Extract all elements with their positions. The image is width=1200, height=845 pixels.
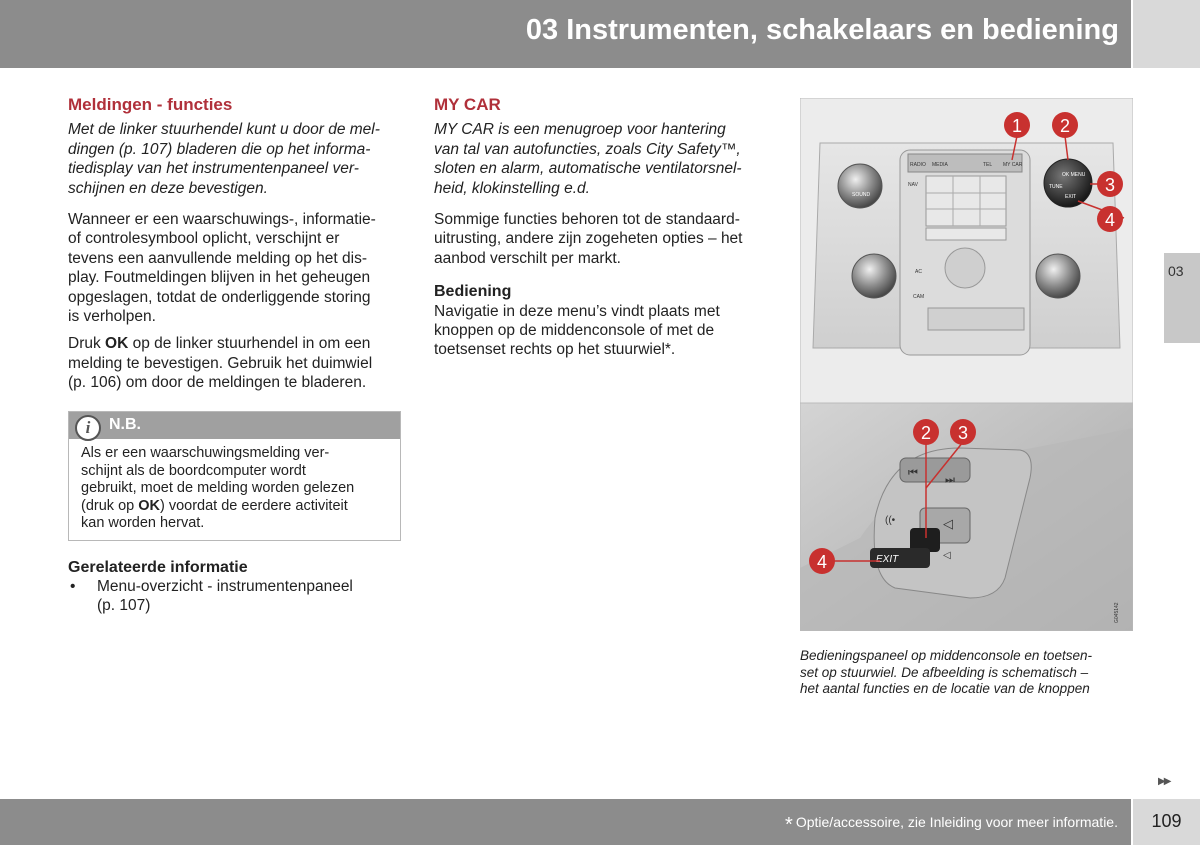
callout-4: 4 xyxy=(1104,210,1116,230)
callout-4-wheel: 4 xyxy=(816,552,828,572)
related-title: Gerelateerde informatie xyxy=(68,559,248,576)
media-button: MEDIA xyxy=(932,162,948,168)
text-line: play. Foutmeldingen blijven in het geheugen xyxy=(68,269,371,287)
intro-line: sloten en alarm, automatische ventilatorsnel- xyxy=(434,160,742,178)
intro-line: Met de linker stuurhendel kunt u door de mel- xyxy=(68,121,380,139)
subheading-bediening: Bediening xyxy=(434,283,512,301)
chapter-icon-box xyxy=(1133,0,1200,68)
meldingen-intro xyxy=(68,120,408,198)
intro-line: van tal van autofuncties, zoals City Safety™, xyxy=(434,140,741,158)
caption-line: set op stuurwiel. De afbeelding is schematisch – xyxy=(800,664,1089,680)
meldingen-paragraph-2 xyxy=(68,334,408,392)
sound-knob-label: SOUND xyxy=(852,192,871,198)
middle-column xyxy=(434,95,779,360)
chapter-tab-label: 03 xyxy=(1168,263,1184,279)
ok-key-label: OK xyxy=(138,497,160,514)
page-header xyxy=(0,0,1131,68)
chapter-tab[interactable] xyxy=(1164,253,1200,343)
text-line: aanbod verschilt per markt. xyxy=(434,249,621,267)
callout-2: 2 xyxy=(1059,116,1071,136)
left-column xyxy=(68,95,408,393)
text-fragment: Druk xyxy=(68,335,106,353)
tune-label: TUNE xyxy=(1049,184,1063,190)
caption-line: het aantal functies en de locatie van de knoppen xyxy=(800,681,1090,696)
footer-text: Optie/accessoire, zie Inleiding voor meer informatie. xyxy=(795,814,1118,830)
text-line: gebruikt, moet de melding worden gelezen xyxy=(81,480,355,496)
next-track-icon: ⏭ xyxy=(945,474,955,486)
section-title-mycar: MY CAR xyxy=(434,95,501,114)
intro-line: dingen (p. 107) bladeren die op het informa- xyxy=(68,140,371,158)
text-line: (p. 106) om door de meldingen te bladeren. xyxy=(68,374,367,392)
text-line: uitrusting, andere zijn zogeheten opties – het xyxy=(434,230,743,248)
page-number-box xyxy=(1133,799,1200,845)
text-line: op de linker stuurhendel in om een xyxy=(128,335,371,353)
caption-line: Bedieningspaneel op middenconsole en toetsen- xyxy=(800,648,1092,663)
info-icon: i xyxy=(75,415,101,441)
exit-label: EXIT xyxy=(1065,194,1077,200)
text-fragment: ) voordat de eerdere activiteit xyxy=(159,497,348,514)
figure-caption xyxy=(800,648,1140,698)
bullet-icon: • xyxy=(70,578,76,595)
nav-button: NAV xyxy=(908,182,918,188)
volume-up-icon: ◁ xyxy=(943,516,953,531)
text-line: Als er een waarschuwingsmelding ver- xyxy=(81,445,330,461)
center-console-panel xyxy=(800,98,1133,404)
radio-button: RADIO xyxy=(910,162,926,168)
prev-track-icon: ⏮ xyxy=(908,467,918,479)
footer-note xyxy=(785,814,1118,837)
note-body xyxy=(81,445,396,533)
text-line: kan worden hervat. xyxy=(81,515,205,531)
ok-menu-label: OK MENU xyxy=(1062,172,1086,178)
intro-line: heid, klokinstelling e.d. xyxy=(434,179,590,197)
text-line: knoppen op de middenconsole of met de xyxy=(434,322,715,340)
related-link-page[interactable]: (p. 107) xyxy=(97,597,151,614)
tel-button: TEL xyxy=(983,162,993,168)
related-link-text[interactable]: Menu-overzicht - instrumentenpaneel xyxy=(97,578,353,595)
callout-2-wheel: 2 xyxy=(920,423,932,443)
ac-button: AC xyxy=(915,269,922,275)
mycar-intro xyxy=(434,120,779,198)
text-line: Wanneer er een waarschuwings-, informatie- xyxy=(68,211,376,229)
text-line: tevens een aanvullende melding op het dis- xyxy=(68,249,368,267)
image-code: G045142 xyxy=(1114,602,1120,623)
note-box xyxy=(68,411,401,541)
text-line: melding te bevestigen. Gebruik het duimwiel xyxy=(68,354,373,372)
intro-line: tiedisplay van het instrumentenpaneel ver- xyxy=(68,160,359,178)
text-line: schijnt als de boordcomputer wordt xyxy=(81,462,306,479)
mycar-paragraph-1 xyxy=(434,210,779,268)
callout-3: 3 xyxy=(1104,175,1116,195)
continue-arrow-icon: ▶▶ xyxy=(1158,776,1170,787)
text-line: Navigatie in deze menu’s vindt plaats met xyxy=(434,302,720,320)
page-footer xyxy=(0,799,1131,845)
meldingen-paragraph-1 xyxy=(68,210,408,326)
related-link[interactable] xyxy=(68,577,408,615)
exit-button-label: EXIT xyxy=(876,554,899,565)
controls-illustration xyxy=(800,98,1133,631)
text-fragment: (druk op xyxy=(81,497,139,514)
intro-line: schijnen en deze bevestigen. xyxy=(68,179,268,197)
text-line: of controlesymbool oplicht, verschijnt er xyxy=(68,230,340,248)
voice-icon: ((• xyxy=(885,515,896,526)
note-title: N.B. xyxy=(109,416,141,433)
note-header xyxy=(69,412,400,439)
ok-key-label: OK xyxy=(105,335,129,353)
mycar-button: MY CAR xyxy=(1003,162,1023,168)
volume-down-icon: ◁ xyxy=(943,550,951,561)
asterisk-icon: * xyxy=(785,814,793,836)
text-line: opgeslagen, totdat de onderliggende storing xyxy=(68,288,371,306)
callout-3-wheel: 3 xyxy=(957,423,969,443)
mycar-paragraph-2 xyxy=(434,302,779,360)
chapter-title: 03 Instrumenten, schakelaars en bediening xyxy=(525,14,1119,46)
text-line: is verholpen. xyxy=(68,308,156,326)
section-title-meldingen: Meldingen - functies xyxy=(68,95,233,114)
related-information xyxy=(68,558,408,615)
callout-1: 1 xyxy=(1011,116,1023,136)
text-line: toetsenset rechts op het stuurwiel*. xyxy=(434,341,676,359)
cam-button: CAM xyxy=(913,294,925,300)
text-line: Sommige functies behoren tot de standaard- xyxy=(434,211,740,229)
page-number: 109 xyxy=(1151,811,1182,831)
intro-line: MY CAR is een menugroep voor hantering xyxy=(434,121,726,139)
